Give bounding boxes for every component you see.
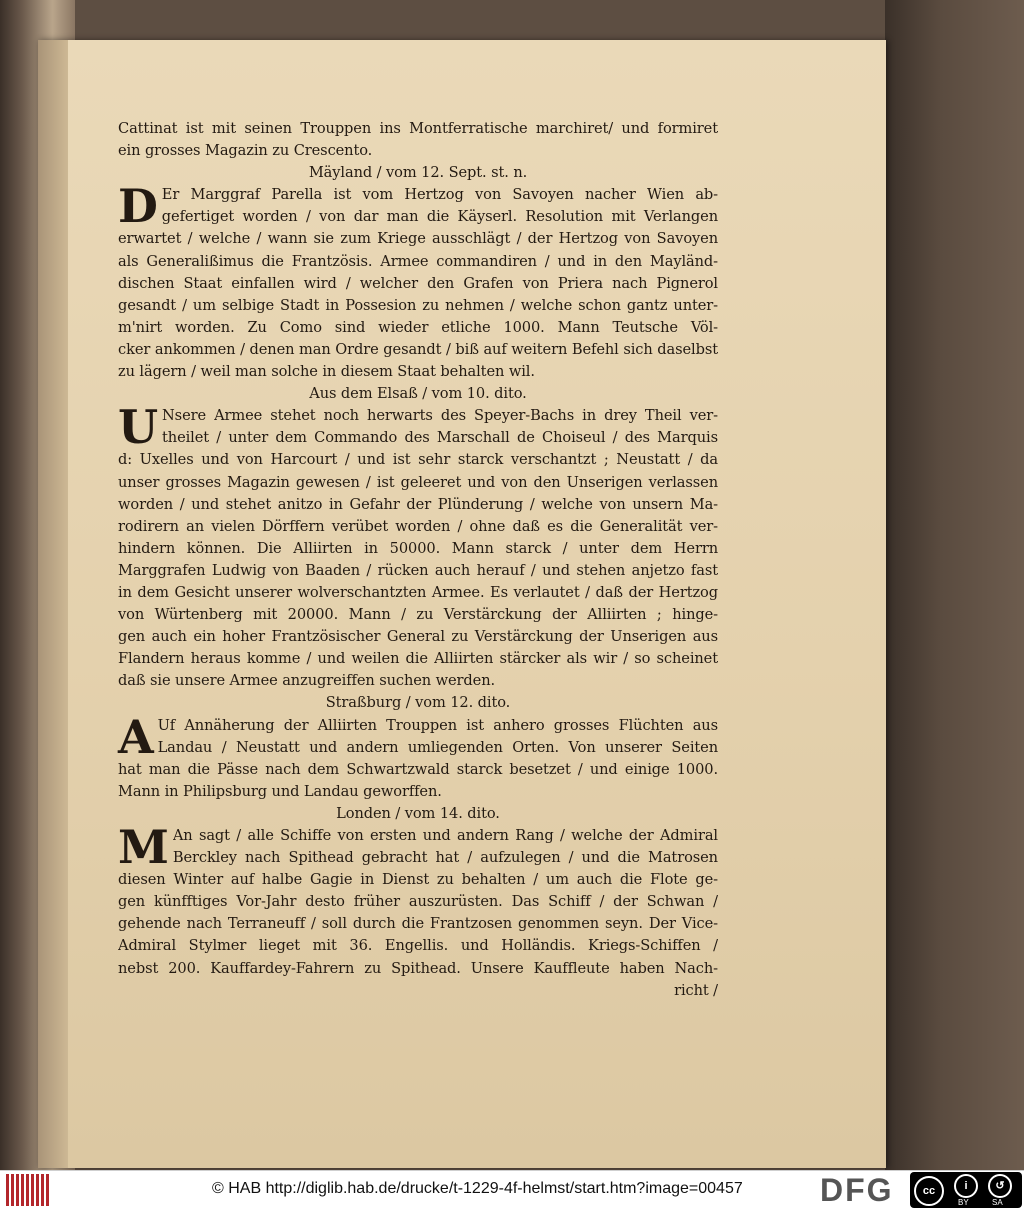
section-paragraph xyxy=(118,179,718,383)
sa-icon: ↺ xyxy=(988,1174,1012,1198)
text-line: Uf Annäherung der Alliirten Trouppen ist anhero grosses Flüchten aus xyxy=(157,716,718,734)
text-line: Landau / Neustatt und andern umliegenden Orten. Von unserer Seiten xyxy=(157,738,718,756)
drop-cap: M xyxy=(118,820,169,874)
text-line: Marggrafen Ludwig von Baaden / rücken auch herauf / und stehen anjetzo fast xyxy=(118,561,718,579)
by-label: BY xyxy=(958,1198,969,1207)
text-line: gesandt / um selbige Stadt in Possesion zu nehmen / welche schon gantz unter- xyxy=(118,296,718,314)
text-line: Er Marggraf Parella ist vom Hertzog von Savoyen nacher Wien ab- xyxy=(161,186,718,204)
text-line: zu lägern / weil man solche in diesem Staat behalten wil. xyxy=(118,363,535,381)
text-line: ein grosses Magazin zu Crescento. xyxy=(118,142,373,160)
text-line: Nsere Armee stehet noch herwarts des Speyer-Bachs in drey Theil ver- xyxy=(162,407,718,425)
text-line: als Generalißimus die Frantzösis. Armee commandiren / und in den Mayländ- xyxy=(118,252,718,270)
text-line: worden / und stehet anitzo in Gefahr der Plünderung / welche von unsern Ma- xyxy=(118,495,718,513)
text-line: nebst 200. Kauffardey-Fahrern zu Spithead. Unsere Kauffleute haben Nach- xyxy=(118,959,718,977)
cc-icon: cc xyxy=(914,1176,944,1206)
text-line: dischen Staat einfallen wird / welcher den Grafen von Priera nach Pignerol xyxy=(118,274,718,292)
text-line: Flandern heraus komme / und weilen die Alliirten stärcker als wir / so scheinet xyxy=(118,650,718,668)
text-line: von Würtenberg mit 20000. Mann / zu Verstärckung der Alliirten ; hinge- xyxy=(118,606,718,624)
section-heading: Straßburg / vom 12. dito. xyxy=(325,694,511,712)
drop-cap: U xyxy=(118,400,159,455)
section-heading: Mäyland / vom 12. Sept. st. n. xyxy=(308,164,528,182)
text-line: hat man die Pässe nach dem Schwartzwald starck besetzet / und einige 1000. xyxy=(118,760,718,778)
drop-cap: A xyxy=(118,709,154,764)
source-link[interactable]: © HAB http://diglib.hab.de/drucke/t-1229-4f-helmst/start.htm?image=00457 xyxy=(212,1180,743,1197)
dfg-logo[interactable]: DFG xyxy=(820,1172,894,1208)
text-line: Admiral Stylmer lieget mit 36. Engellis. und Holländis. Kriegs-Schiffen / xyxy=(118,937,718,955)
section-heading: Aus dem Elsaß / vom 10. dito. xyxy=(309,385,527,403)
section-paragraph xyxy=(118,400,718,692)
text-line: erwartet / welche / wann sie zum Kriege ausschlägt / der Hertzog von Savoyen xyxy=(118,230,718,248)
text-line: An sagt / alle Schiffe von ersten und andern Rang / welche der Admiral xyxy=(172,827,718,844)
hab-logo-icon[interactable] xyxy=(6,1174,50,1206)
text-line: cker ankommen / denen man Ordre gesandt / biß auf weitern Befehl sich daselbst xyxy=(118,340,718,358)
text-line: rodirern an vielen Dörffern verübet worden / ohne daß es die Generalität ver- xyxy=(118,517,718,535)
text-line: unser grosses Magazin gewesen / ist geleeret und von den Unserigen verlassen xyxy=(118,473,718,491)
text-line: theilet / unter dem Commando des Marschall de Choiseul / des Marquis xyxy=(162,429,718,447)
text-line: gen künfftiges Vor-Jahr desto früher auszurüsten. Das Schiff / der Schwan / xyxy=(118,893,718,911)
page-text xyxy=(118,118,718,1002)
text-line: gehende nach Terraneuff / soll durch die Frantzosen genommen seyn. Der Vice- xyxy=(118,915,718,933)
cc-license-badge[interactable] xyxy=(910,1172,1022,1208)
catchword: richt / xyxy=(674,981,718,999)
sa-label: SA xyxy=(992,1198,1003,1207)
by-icon: i xyxy=(954,1174,978,1198)
text-line: gefertiget worden / von dar man die Käyserl. Resolution mit Verlangen xyxy=(161,208,718,226)
text-line: hindern können. Die Alliirten in 50000. Mann starck / unter dem Herrn xyxy=(118,539,718,557)
text-line: Mann in Philipsburg und Landau geworffen. xyxy=(118,782,442,800)
text-line: Cattinat ist mit seinen Trouppen ins Montferratische marchiret/ und formiret xyxy=(118,120,718,137)
text-line: d: Uxelles und von Harcourt / und ist sehr starck verschantzt ; Neustatt / da xyxy=(118,451,718,469)
text-line: gen auch ein hoher Frantzösischer General zu Verstärckung der Unserigen aus xyxy=(118,628,718,646)
text-line: in dem Gesicht unserer wolverschantzten Armee. Es verlautet / daß der Hertzog xyxy=(118,583,718,601)
right-background xyxy=(885,0,1024,1170)
section-paragraph xyxy=(118,709,718,803)
drop-cap: D xyxy=(118,179,158,234)
text-line: diesen Winter auf halbe Gagie in Dienst zu behalten / um auch die Flote ge- xyxy=(118,871,718,889)
text-line: daß sie unsere Armee anzugreiffen suchen werden. xyxy=(118,672,496,690)
section-heading: Londen / vom 14. dito. xyxy=(336,804,500,822)
section-paragraph xyxy=(118,820,718,980)
text-line: Berckley nach Spithead gebracht hat / aufzulegen / und die Matrosen xyxy=(172,849,718,867)
text-line: m'nirt worden. Zu Como sind wieder etliche 1000. Mann Teutsche Völ- xyxy=(118,318,718,336)
page-gutter-shadow xyxy=(38,40,68,1168)
